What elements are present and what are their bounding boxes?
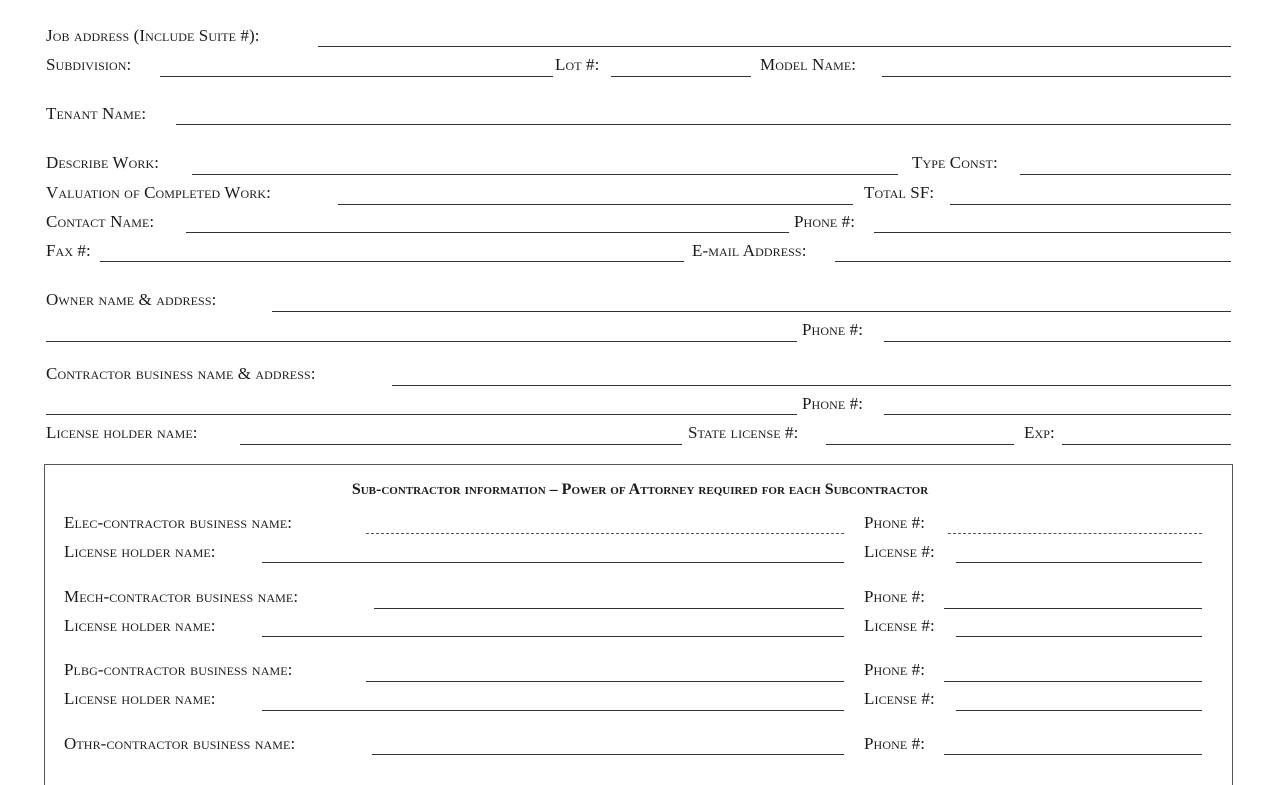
othr-business-field[interactable] bbox=[372, 754, 844, 755]
contractor-phone-field[interactable] bbox=[884, 414, 1231, 415]
elec-business-field[interactable] bbox=[366, 533, 844, 534]
elec-license-label: License #: bbox=[864, 542, 935, 561]
type-const-field[interactable] bbox=[1020, 174, 1231, 175]
mech-phone-label: Phone #: bbox=[864, 587, 926, 606]
mech-license-field[interactable] bbox=[956, 636, 1202, 637]
contact-name-label: Contact Name: bbox=[46, 212, 155, 231]
describe-work-label: Describe Work: bbox=[46, 153, 160, 172]
plbg-license-holder-label: License holder name: bbox=[64, 689, 216, 708]
plbg-business-field[interactable] bbox=[366, 681, 844, 682]
contractor-address-field-1[interactable] bbox=[392, 385, 1231, 386]
exp-label: Exp: bbox=[1024, 423, 1055, 442]
subdivision-field[interactable] bbox=[160, 76, 553, 77]
mech-license-label: License #: bbox=[864, 616, 935, 635]
plbg-license-holder-field[interactable] bbox=[262, 710, 844, 711]
contact-phone-label: Phone #: bbox=[794, 212, 856, 231]
contact-name-field[interactable] bbox=[186, 232, 789, 233]
plbg-business-label: Plbg-contractor business name: bbox=[64, 660, 293, 679]
plbg-license-field[interactable] bbox=[956, 710, 1202, 711]
license-holder-label: License holder name: bbox=[46, 423, 198, 442]
contractor-label: Contractor business name & address: bbox=[46, 364, 316, 383]
plbg-phone-label: Phone #: bbox=[864, 660, 926, 679]
total-sf-field[interactable] bbox=[950, 204, 1231, 205]
othr-business-label: Othr-contractor business name: bbox=[64, 734, 296, 753]
total-sf-label: Total SF: bbox=[864, 183, 935, 202]
mech-business-label: Mech-contractor business name: bbox=[64, 587, 299, 606]
license-holder-field[interactable] bbox=[240, 444, 682, 445]
contractor-address-field-2[interactable] bbox=[46, 414, 797, 415]
elec-license-holder-field[interactable] bbox=[262, 562, 844, 563]
valuation-label: Valuation of Completed Work: bbox=[46, 183, 271, 202]
elec-business-label: Elec-contractor business name: bbox=[64, 513, 293, 532]
tenant-name-field[interactable] bbox=[176, 124, 1231, 125]
describe-work-field[interactable] bbox=[192, 174, 898, 175]
owner-address-field-2[interactable] bbox=[46, 341, 797, 342]
plbg-license-label: License #: bbox=[864, 689, 935, 708]
elec-phone-field[interactable] bbox=[948, 533, 1202, 534]
elec-license-holder-label: License holder name: bbox=[64, 542, 216, 561]
owner-phone-label: Phone #: bbox=[802, 320, 864, 339]
state-license-label: State license #: bbox=[688, 423, 799, 442]
type-const-label: Type Const: bbox=[912, 153, 998, 172]
othr-phone-field[interactable] bbox=[944, 754, 1202, 755]
state-license-field[interactable] bbox=[826, 444, 1014, 445]
contact-phone-field[interactable] bbox=[874, 232, 1231, 233]
elec-license-field[interactable] bbox=[956, 562, 1202, 563]
email-label: E-mail Address: bbox=[692, 241, 807, 260]
owner-address-field-1[interactable] bbox=[272, 311, 1231, 312]
model-name-field[interactable] bbox=[882, 76, 1231, 77]
plbg-phone-field[interactable] bbox=[944, 681, 1202, 682]
subdivision-label: Subdivision: bbox=[46, 55, 132, 74]
elec-phone-label: Phone #: bbox=[864, 513, 926, 532]
owner-phone-field[interactable] bbox=[884, 341, 1231, 342]
mech-phone-field[interactable] bbox=[944, 608, 1202, 609]
mech-business-field[interactable] bbox=[374, 608, 844, 609]
email-field[interactable] bbox=[835, 261, 1231, 262]
mech-license-holder-field[interactable] bbox=[262, 636, 844, 637]
owner-label: Owner name & address: bbox=[46, 290, 217, 309]
fax-label: Fax #: bbox=[46, 241, 91, 260]
fax-field[interactable] bbox=[100, 261, 684, 262]
subcontractor-section-title: Sub-contractor information – Power of Attorney required for each Subcontractor bbox=[351, 481, 929, 498]
job-address-label: Job address (Include Suite #): bbox=[46, 26, 260, 45]
job-address-field[interactable] bbox=[318, 46, 1231, 47]
contractor-phone-label: Phone #: bbox=[802, 394, 864, 413]
lot-field[interactable] bbox=[611, 76, 751, 77]
valuation-field[interactable] bbox=[338, 204, 853, 205]
lot-label: Lot #: bbox=[555, 55, 600, 74]
exp-field[interactable] bbox=[1062, 444, 1231, 445]
model-name-label: Model Name: bbox=[760, 55, 857, 74]
tenant-name-label: Tenant Name: bbox=[46, 104, 147, 123]
othr-phone-label: Phone #: bbox=[864, 734, 926, 753]
mech-license-holder-label: License holder name: bbox=[64, 616, 216, 635]
